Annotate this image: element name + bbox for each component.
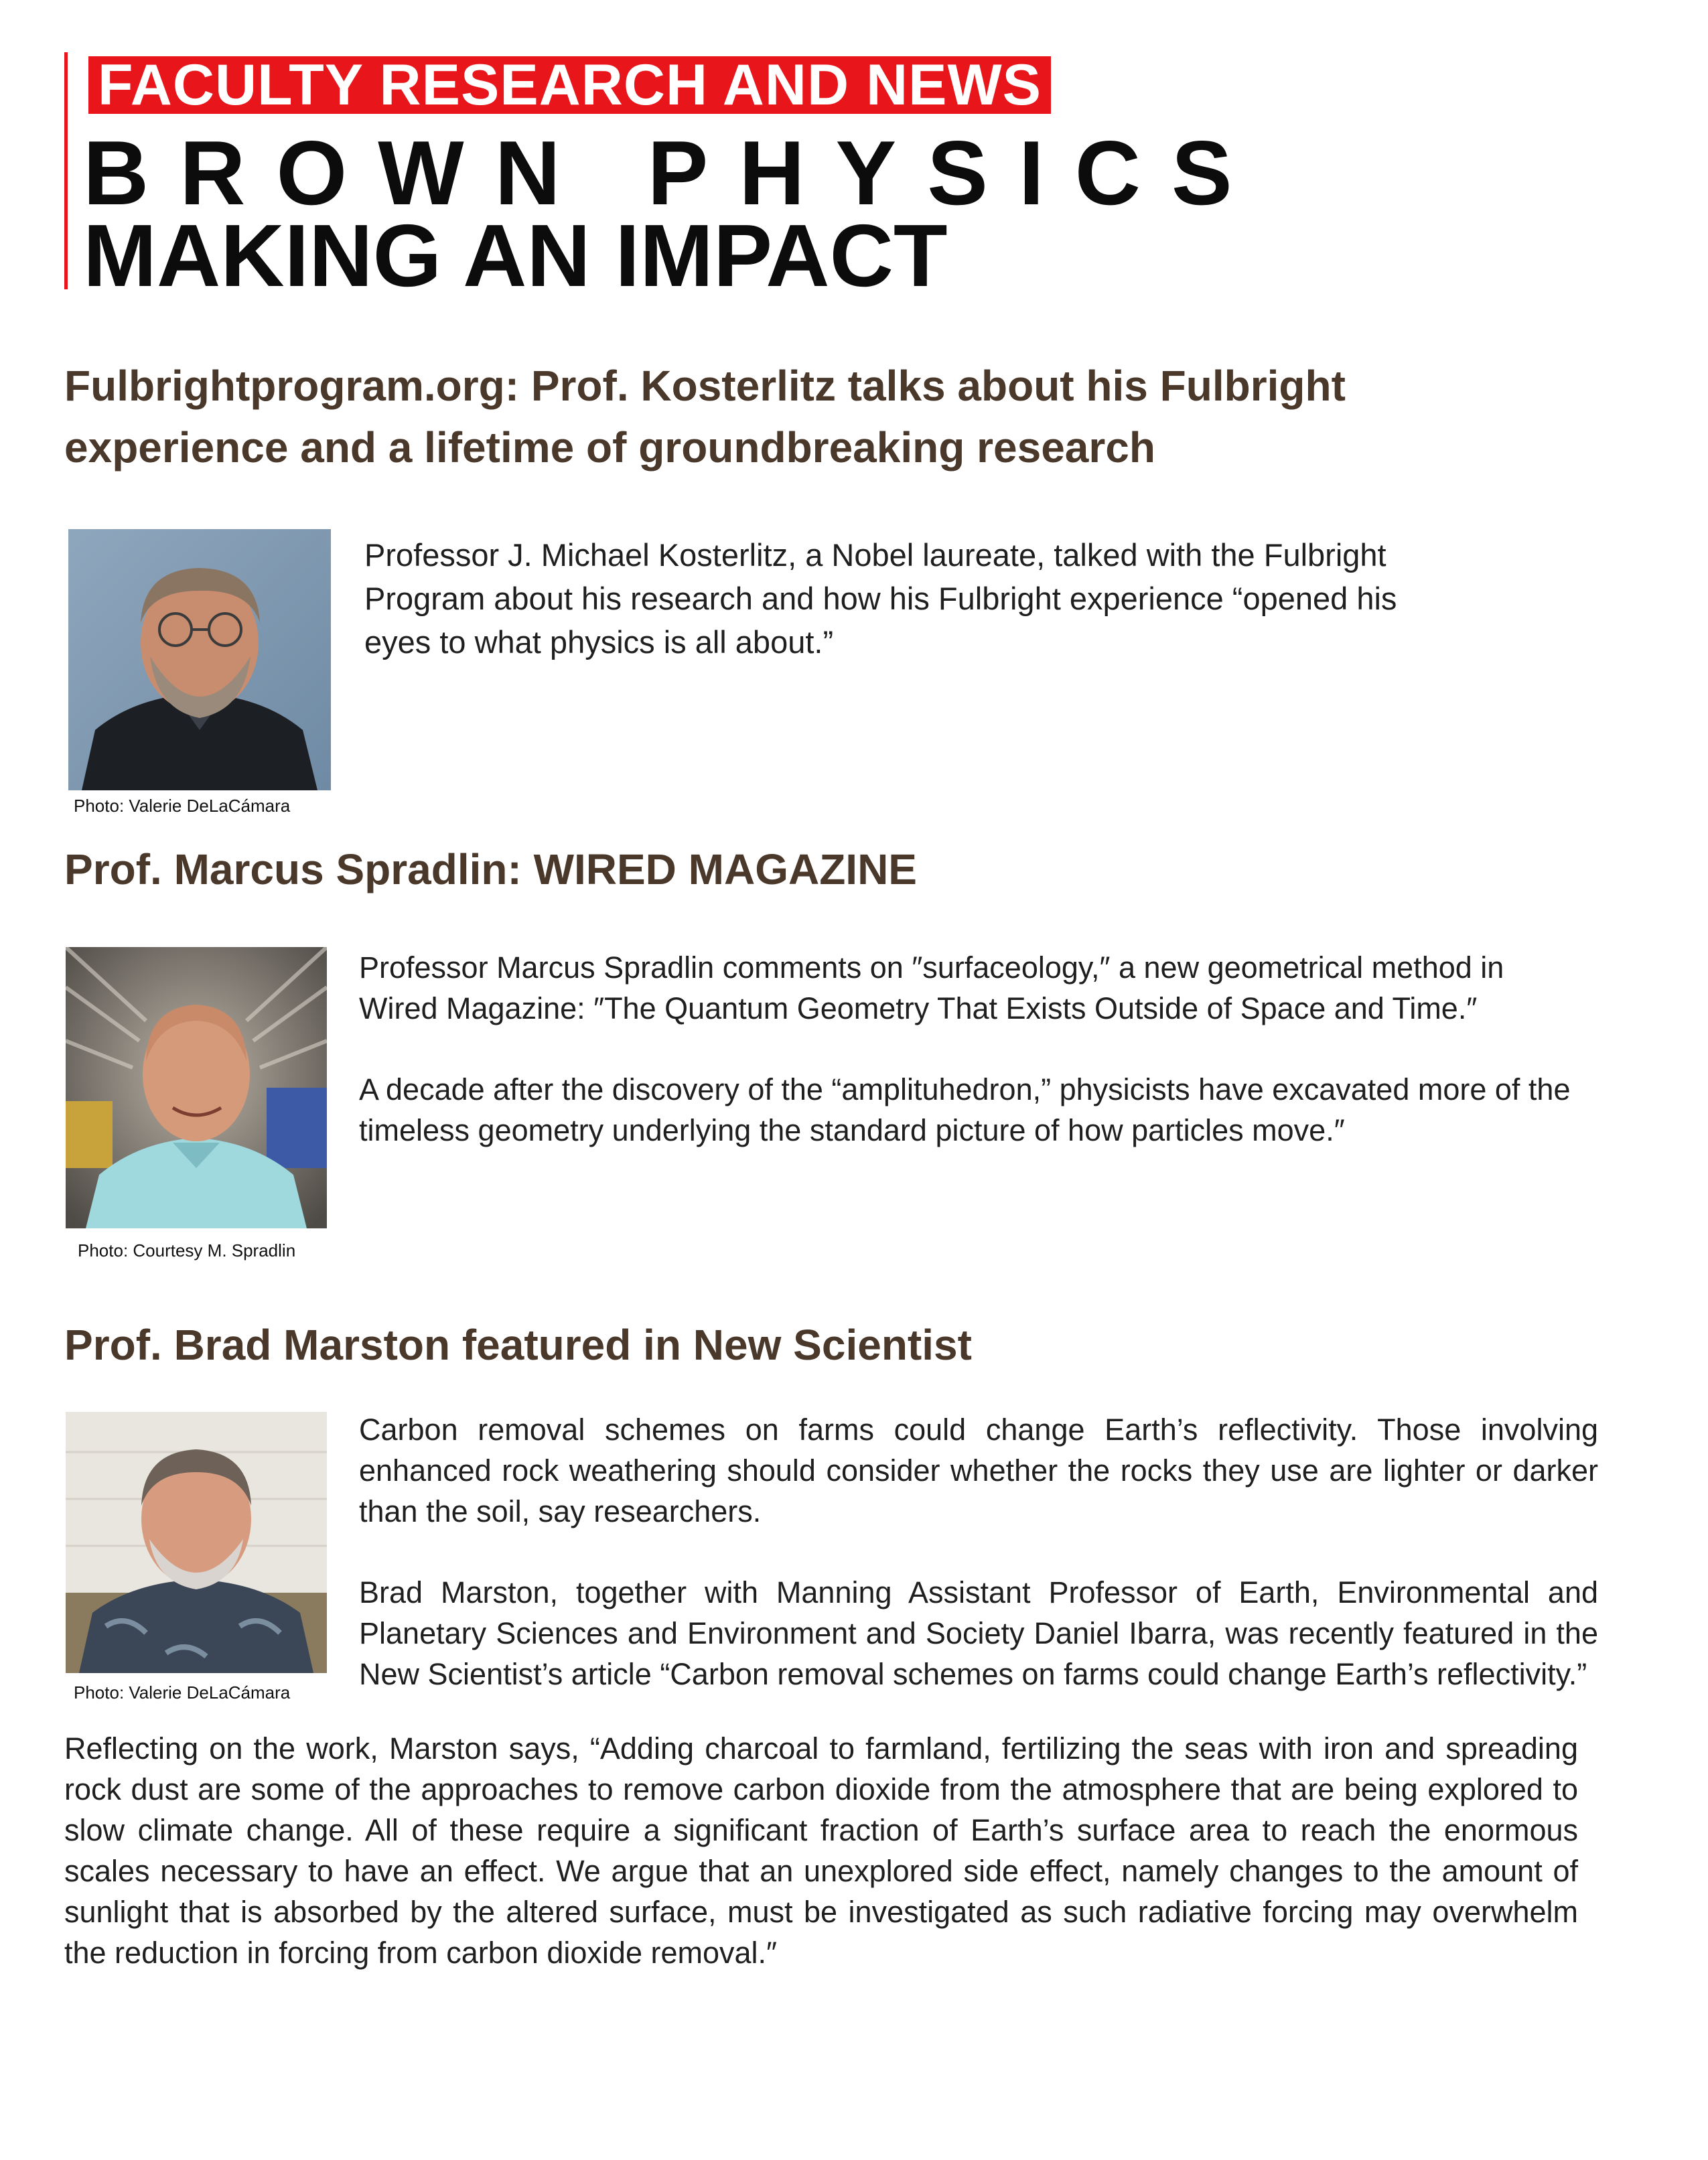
article-body-marston xyxy=(359,1409,1598,1695)
article-body-spradlin xyxy=(359,947,1585,1151)
page-title-line1: BROWN PHYSICS xyxy=(83,122,1263,224)
article-body-kosterlitz xyxy=(364,533,1409,664)
article-headline-kosterlitz: Fulbrightprogram.org: Prof. Kosterlitz talks about his Fulbright experience and a lifetime of groundbreaking research xyxy=(64,362,1346,472)
article-paragraph: Professor J. Michael Kosterlitz, a Nobel laureate, talked with the Fulbright Program about his research and how his Fulbright experience “opened his eyes to what physics is all about.” xyxy=(364,537,1397,660)
article-paragraph: Professor Marcus Spradlin comments on ″surfaceology,″ a new geometrical method in Wired Magazine: ″The Quantum Geometry That Exists Outside of Space and Time.″ xyxy=(359,950,1504,1025)
page-title-line2: MAKING AN IMPACT xyxy=(83,206,948,305)
article-closing-marston xyxy=(64,1728,1578,1973)
photo-credit-spradlin: Photo: Courtesy M. Spradlin xyxy=(78,1240,296,1261)
photo-credit-kosterlitz: Photo: Valerie DeLaCámara xyxy=(74,796,291,816)
article-paragraph: A decade after the discovery of the “amplituhedron,” physicists have excavated more of the timeless geometry underlying the standard picture of how particles move.″ xyxy=(359,1072,1571,1147)
article-paragraph: Carbon removal schemes on farms could change Earth’s reflectivity. Those involving enhanced rock weathering should consider whether the rocks they use are lighter or darker than the soil, say researchers. xyxy=(359,1413,1598,1528)
article-paragraph: Reflecting on the work, Marston says, “Adding charcoal to farmland, fertilizing the seas with iron and spreading rock dust are some of the approaches to remove carbon dioxide from the atmosphere that are being explored to slow climate change. All of these require a significant fraction of Earth’s surface area to reach the enormous scales necessary to have an effect. We argue that an unexplored side effect, namely changes to the amount of sunlight that is absorbed by the altered surface, must be investigated as such radiative forcing may overwhelm the reduction in forcing from carbon dioxide removal.″ xyxy=(64,1731,1578,1970)
photo-credit-marston: Photo: Valerie DeLaCámara xyxy=(74,1682,291,1703)
section-kicker: FACULTY RESEARCH AND NEWS xyxy=(88,56,1051,114)
article-paragraph: Brad Marston, together with Manning Assistant Professor of Earth, Environmental and Planetary Sciences and Environment and Society Daniel Ibarra, was recently featured in the New Scientist’s article “Carbon removal schemes on farms could change Earth’s reflectivity.” xyxy=(359,1575,1598,1691)
kosterlitz-portrait-photo xyxy=(68,529,331,790)
marston-portrait-photo xyxy=(66,1412,327,1673)
header-accent-rule xyxy=(64,52,68,289)
article-headline-marston: Prof. Brad Marston featured in New Scientist xyxy=(64,1321,972,1369)
spradlin-portrait-photo xyxy=(66,947,327,1228)
article-headline-spradlin: Prof. Marcus Spradlin: WIRED MAGAZINE xyxy=(64,845,917,893)
